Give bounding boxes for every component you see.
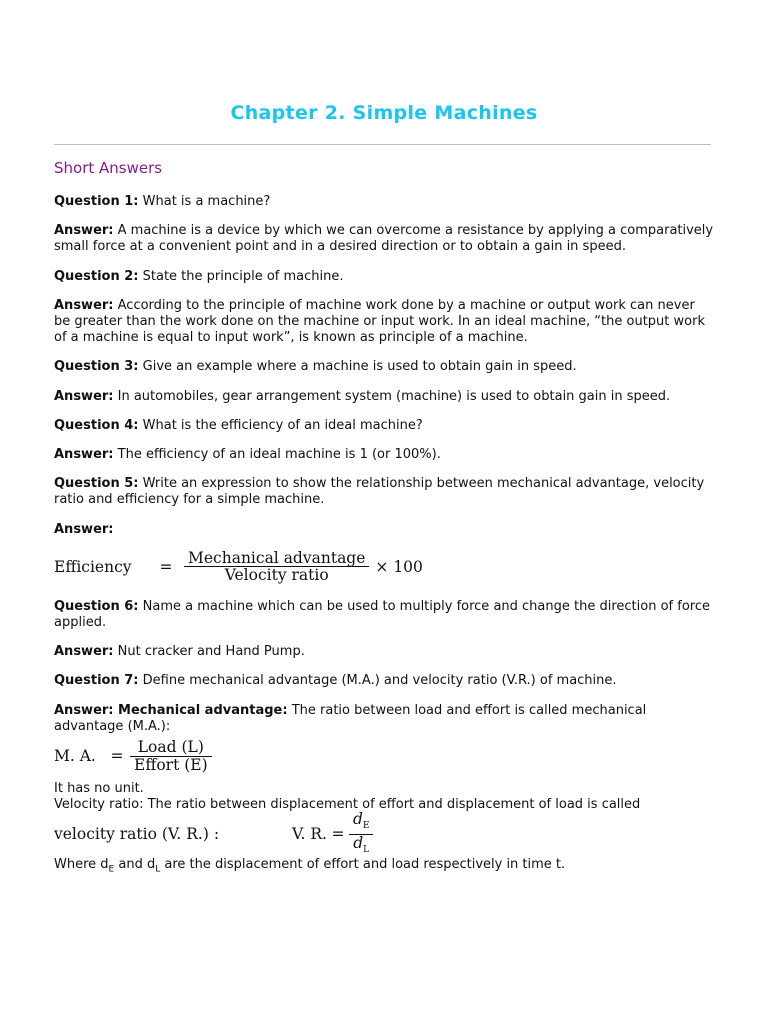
- where-sub: L: [155, 865, 161, 876]
- eq-var: d: [353, 833, 364, 852]
- eq-lhs: Efficiency: [54, 557, 132, 576]
- where-text: [54, 857, 714, 878]
- eq-denominator: Effort (E): [134, 755, 208, 774]
- answer-label: Answer: Mechanical advantage:: [54, 702, 288, 718]
- answer-4: [54, 447, 714, 463]
- where-part: Where d: [54, 857, 109, 873]
- eq-sign: =: [110, 746, 124, 765]
- question-label: Question 1:: [54, 194, 139, 209]
- answer-text: According to the principle of machine work done by a machine or output work can never be greater than the work done on the machine or input work. In an ideal machine, “the output work of a machine is equal to input work”, is known as principle of a machine.: [54, 297, 705, 346]
- question-text: Name a machine which can be used to multiply force and change the direction of force applied.: [54, 598, 710, 631]
- answer-1: [54, 223, 714, 255]
- question-label: Question 7:: [54, 673, 139, 689]
- question-text: Write an expression to show the relationship between mechanical advantage, velocity ratio and efficiency for a simple machine.: [54, 476, 705, 508]
- eq-numerator: Load (L): [130, 739, 212, 756]
- answer-label: Answer:: [54, 644, 114, 660]
- question-3: [54, 359, 714, 375]
- no-unit-text: It has no unit.: [54, 781, 144, 797]
- answer-label: Answer:: [54, 223, 114, 239]
- ma-equation: [54, 735, 714, 777]
- eq-lhs: velocity ratio (V. R.) :: [54, 825, 220, 844]
- answer-6: [54, 644, 714, 660]
- eq-lhs: M. A.: [54, 746, 96, 765]
- title-divider: [54, 144, 711, 145]
- answer-text: The ratio between load and effort is called mechanical advantage (M.A.):: [54, 702, 647, 734]
- question-5: [54, 476, 714, 508]
- answer-text: In automobiles, gear arrangement system (machine) is used to obtain gain in speed.: [113, 388, 671, 404]
- question-text: State the principle of machine.: [138, 268, 344, 284]
- eq-sub: L: [363, 845, 370, 856]
- answer-text: A machine is a device by which we can overcome a resistance by applying a comparatively small force at a convenient point and in a desired direction or to obtain a gain in speed.: [54, 223, 714, 255]
- eq-fraction: [130, 739, 212, 772]
- eq-sub: E: [362, 820, 370, 831]
- answer-label: Answer:: [54, 521, 114, 537]
- eq-sign: =: [159, 557, 173, 576]
- question-4: [54, 418, 714, 434]
- question-6: [54, 599, 714, 631]
- answer-5: [54, 522, 714, 538]
- question-1: [54, 194, 714, 210]
- eq-multiplier: × 100: [375, 557, 423, 576]
- eq-rhs-label: V. R.: [292, 825, 327, 844]
- where-part: are the displacement of effort and load respectively in time t.: [160, 857, 566, 873]
- question-text: What is the efficiency of an ideal machine?: [138, 417, 423, 433]
- question-label: Question 3:: [54, 359, 139, 375]
- eq-fraction: [184, 550, 369, 583]
- efficiency-equation: [54, 545, 714, 589]
- where-part: and d: [114, 857, 156, 873]
- eq-var: d: [352, 809, 363, 828]
- question-label: Question 4:: [54, 417, 139, 433]
- answer-text: Nut cracker and Hand Pump.: [113, 644, 305, 660]
- answer-label: Answer:: [54, 388, 114, 404]
- question-2: [54, 269, 714, 285]
- eq-sign: =: [331, 825, 345, 844]
- answer-text: The efficiency of an ideal machine is 1 (or 100%).: [113, 447, 441, 463]
- answer-label: Answer:: [54, 447, 114, 463]
- answer-label: Answer:: [54, 297, 114, 313]
- velocity-ratio-definition: Velocity ratio: The ratio between displacement of effort and displacement of load is called: [54, 797, 641, 813]
- qa-content: [54, 194, 714, 878]
- question-label: Question 6:: [54, 598, 139, 614]
- eq-denominator: [349, 835, 374, 858]
- eq-numerator: Mechanical advantage: [184, 550, 369, 567]
- question-7: [54, 673, 714, 689]
- question-text: Define mechanical advantage (M.A.) and velocity ratio (V.R.) of machine.: [138, 673, 617, 689]
- question-text: Give an example where a machine is used to obtain gain in speed.: [138, 359, 577, 375]
- answer-7: [54, 703, 714, 735]
- section-heading: Short Answers: [54, 159, 163, 177]
- where-sub: E: [108, 865, 115, 876]
- eq-fraction: [349, 811, 374, 859]
- answer-2: [54, 298, 714, 347]
- eq-numerator: [349, 811, 374, 835]
- question-label: Question 2:: [54, 268, 139, 284]
- eq-denominator: Velocity ratio: [224, 566, 329, 585]
- answer-3: [54, 389, 714, 405]
- question-label: Question 5:: [54, 476, 139, 492]
- question-text: What is a machine?: [138, 194, 271, 209]
- chapter-title: Chapter 2. Simple Machines: [230, 102, 538, 124]
- vr-equation: [54, 809, 714, 856]
- eq-rhs: [292, 811, 373, 859]
